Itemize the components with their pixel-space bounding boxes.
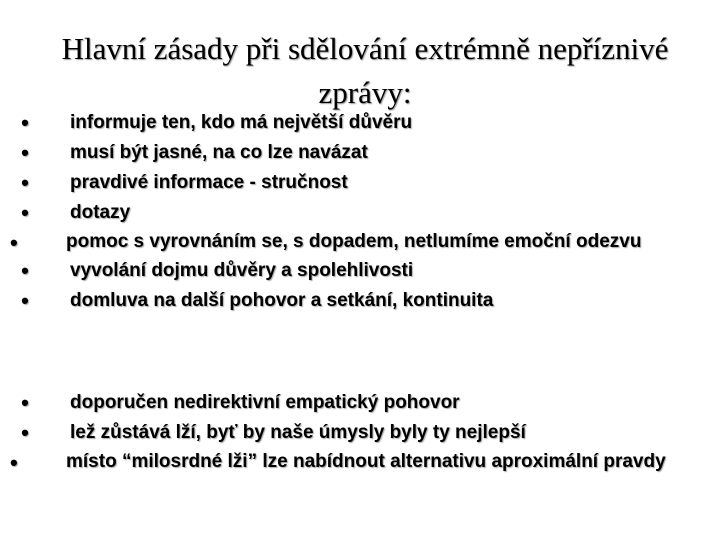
list-item-text: pomoc s vyrovnáním se, s dopadem, netlumíme emoční odezvu: [66, 231, 642, 252]
list-item: [10, 286, 675, 316]
list-item-text: dotazy: [70, 202, 131, 223]
bullet-icon: •: [21, 170, 29, 195]
list-item: [10, 418, 675, 448]
list-item-text: domluva na další pohovor a setkání, kontinuita: [70, 290, 494, 311]
bullet-icon: •: [10, 450, 18, 475]
bullet-icon: •: [21, 200, 29, 225]
list-item: [10, 256, 675, 286]
list-item: [10, 168, 675, 198]
list-item-text: lež zůstává lží, byť by naše úmysly byly ty nejlepší: [70, 422, 526, 443]
list-item: [10, 448, 675, 476]
list-item-text: pravdivé informace - stručnost: [70, 172, 348, 193]
list-item: [10, 228, 675, 256]
bullet-icon: •: [21, 258, 29, 283]
list-item-text: informuje ten, kdo má největší důvěru: [70, 112, 413, 133]
bullet-icon: •: [21, 288, 29, 313]
bullet-icon: •: [21, 140, 29, 165]
list-item-text: musí být jasné, na co lze navázat: [70, 142, 368, 163]
bullet-icon: •: [21, 110, 29, 135]
list-item: [10, 198, 675, 228]
bullet-icon: •: [10, 230, 18, 255]
list-item-text: doporučen nedirektivní empatický pohovor: [70, 392, 460, 413]
list-item: [10, 138, 675, 168]
list-item-text: vyvolání dojmu důvěry a spolehlivosti: [70, 260, 414, 281]
slide-title: Hlavní zásady při sdělování extrémně nepříznivé zprávy:: [61, 30, 669, 110]
bullet-icon: •: [21, 390, 29, 415]
bullet-icon: •: [21, 420, 29, 445]
principles-list: [10, 108, 675, 316]
list-item: [10, 388, 675, 418]
list-item: [10, 108, 675, 138]
list-item-text: místo “milosrdné lži” lze nabídnout alternativu aproximální pravdy: [66, 451, 666, 472]
recommendations-list: [10, 388, 675, 476]
